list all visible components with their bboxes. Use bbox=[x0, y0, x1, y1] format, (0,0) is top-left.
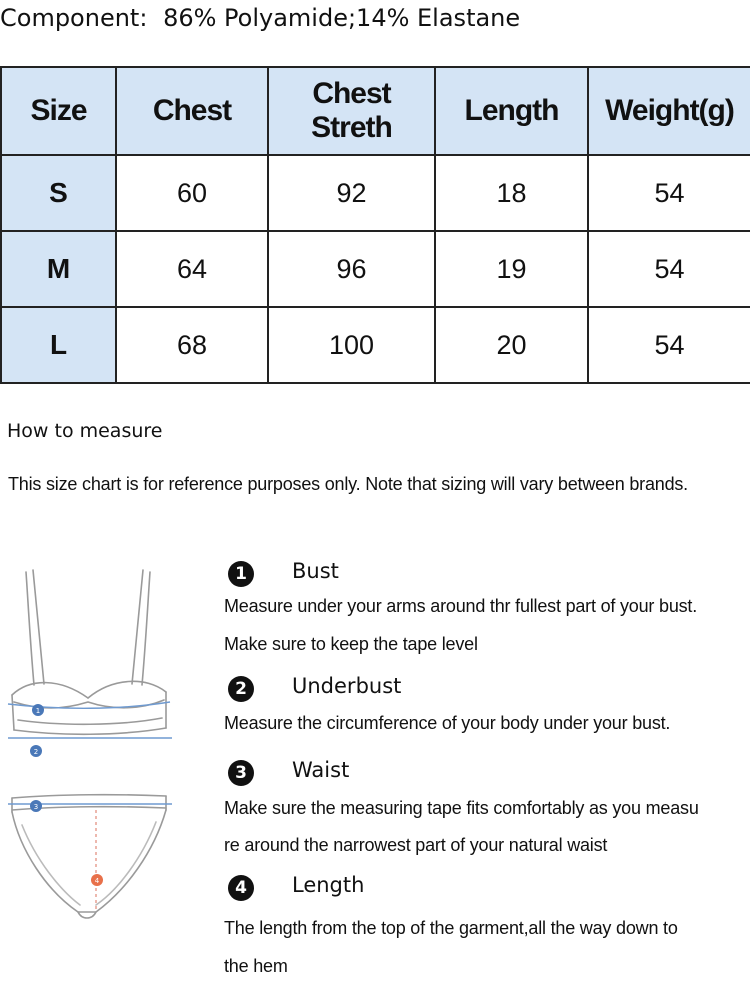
bikini-measurement-illustration bbox=[0, 560, 190, 940]
table-row bbox=[1, 155, 750, 231]
step-number-1: 1 bbox=[228, 561, 254, 587]
svg-text:4: 4 bbox=[94, 877, 100, 885]
cell-chest: 68 bbox=[116, 307, 268, 383]
table-row bbox=[1, 231, 750, 307]
how-to-measure-heading: How to measure bbox=[7, 420, 163, 442]
cell-chest: 64 bbox=[116, 231, 268, 307]
size-chart-table bbox=[0, 66, 750, 384]
reference-note: This size chart is for reference purposes only. Note that sizing will vary between brands. bbox=[8, 474, 688, 494]
cell-chest-stretch: 96 bbox=[268, 231, 435, 307]
cell-size: M bbox=[1, 231, 116, 307]
bust-description-line-1: Measure under your arms around thr fullest part of your bust. bbox=[224, 596, 698, 616]
component-line bbox=[0, 0, 750, 40]
marker-1 bbox=[32, 704, 44, 716]
marker-3 bbox=[30, 800, 42, 812]
component-value: 86% Polyamide;14% Elastane bbox=[163, 4, 521, 32]
cell-weight: 54 bbox=[588, 155, 750, 231]
marker-2 bbox=[30, 745, 42, 757]
cell-chest-stretch: 92 bbox=[268, 155, 435, 231]
svg-text:1: 1 bbox=[35, 707, 41, 715]
cell-chest: 60 bbox=[116, 155, 268, 231]
header-size: Size bbox=[1, 67, 116, 155]
header-weight: Weight(g) bbox=[588, 67, 750, 155]
cell-weight: 54 bbox=[588, 231, 750, 307]
step-title-waist: Waist bbox=[292, 758, 350, 782]
waist-description-line-2: re around the narrowest part of your natural waist bbox=[224, 835, 608, 855]
step-title-underbust: Underbust bbox=[292, 674, 402, 698]
svg-text:3: 3 bbox=[33, 803, 39, 811]
cell-weight: 54 bbox=[588, 307, 750, 383]
waist-description-line-1: Make sure the measuring tape fits comfortably as you measu bbox=[224, 798, 699, 818]
underbust-description: Measure the circumference of your body under your bust. bbox=[224, 713, 671, 733]
header-chest-stretch: Chest Streth bbox=[268, 67, 435, 155]
table-header-row bbox=[1, 67, 750, 155]
step-number-2: 2 bbox=[228, 676, 254, 702]
cell-length: 20 bbox=[435, 307, 588, 383]
step-title-bust: Bust bbox=[292, 559, 339, 583]
svg-text:2: 2 bbox=[33, 748, 39, 756]
cell-length: 18 bbox=[435, 155, 588, 231]
component-label: Component: bbox=[0, 4, 148, 32]
cell-chest-stretch: 100 bbox=[268, 307, 435, 383]
cell-size: L bbox=[1, 307, 116, 383]
cell-size: S bbox=[1, 155, 116, 231]
marker-4 bbox=[91, 874, 103, 886]
step-title-length: Length bbox=[292, 873, 365, 897]
step-number-3: 3 bbox=[228, 760, 254, 786]
length-description-line-2: the hem bbox=[224, 956, 288, 976]
length-description-line-1: The length from the top of the garment,all the way down to bbox=[224, 918, 678, 938]
bust-description-line-2: Make sure to keep the tape level bbox=[224, 634, 478, 654]
header-chest: Chest bbox=[116, 67, 268, 155]
cell-length: 19 bbox=[435, 231, 588, 307]
header-length: Length bbox=[435, 67, 588, 155]
step-number-4: 4 bbox=[228, 875, 254, 901]
table-row bbox=[1, 307, 750, 383]
